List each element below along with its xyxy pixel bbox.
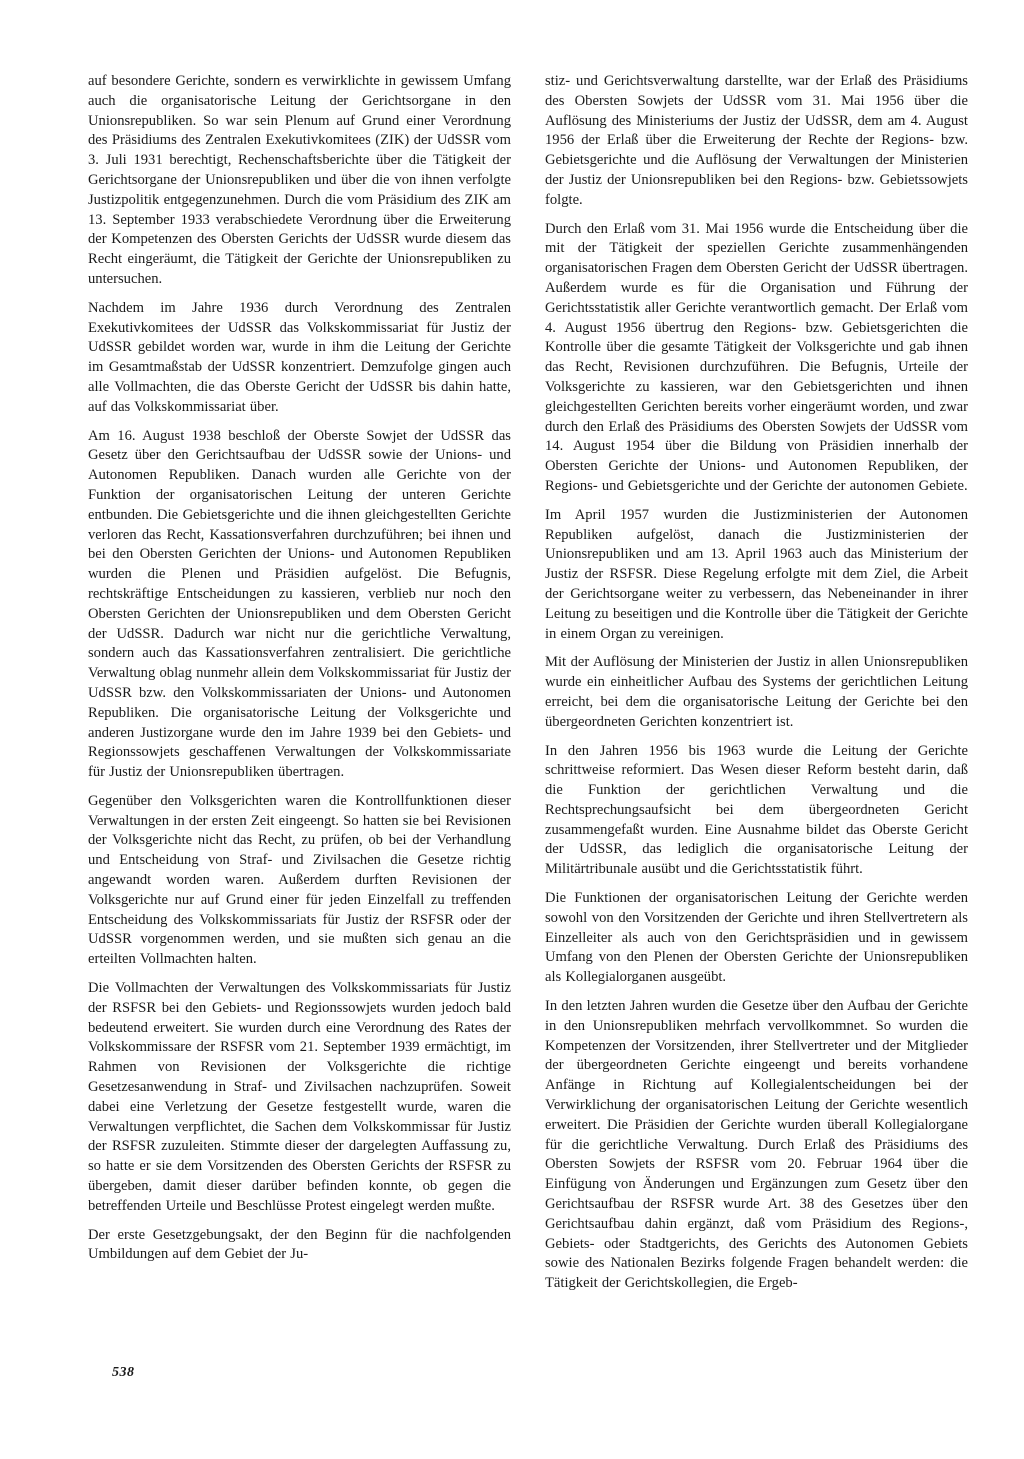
paragraph: Durch den Erlaß vom 31. Mai 1956 wurde die Entscheidung über die mit der Tätigkeit der speziellen Gerichte zusammenhängenden organisatorischen Fragen dem Obersten Gericht der UdSSR übertragen. Außerdem wurde es für die Organisation und Führung der Gerichtsstatistik aller Gerichte verantwortlich gemacht. Der Erlaß vom 4. August 1956 übertrug den Regions- bzw. Gebietsgerichten die Kontrolle über die gesamte Tätigkeit der Volksgerichte und gab ihnen das Recht, Revisionen durchzuführen. Die Befugnis, Urteile der Volksgerichte zu kassieren, war den Gebietsgerichten und ihnen gleichgestellten Gerichten bereits vorher eingeräumt worden, und zwar durch den Erlaß des Präsidiums des Obersten Sowjets der UdSSR vom 14. August 1954 über die Bildung von Präsidien innerhalb der Obersten Gerichte der Unions- und Autonomen Republiken, der Regions- und Gebietsgerichte und der Gerichte der autonomen Gebiete. [545,220,968,494]
paragraph: Die Funktionen der organisatorischen Leitung der Gerichte werden sowohl von den Vorsitzenden der Gerichte und ihren Stellvertretern als Einzelleiter als auch von den Gerichtspräsidien und in gewissem Umfang von den Plenen der Obersten Gerichte der Unionsrepubliken als Kollegialorganen ausgeübt. [545,890,968,986]
paragraph: auf besondere Gerichte, sondern es verwirklichte in gewissem Umfang auch die organisatorische Leitung der Gerichtsorgane in den Unionsrepubliken. So war sein Plenum auf Grund einer Verordnung des Präsidiums des Zentralen Exekutivkomitees (ZIK) der UdSSR vom 3. Juli 1931 berechtigt, Rechenschaftsberichte über die Tätigkeit der Gerichtsorgane der Unionsrepubliken und über die von ihnen verfolgte Justizpolitik entgegenzunehmen. Durch die vom Präsidium des ZIK am 13. September 1933 verabschiedete Verordnung über die Erweiterung der Kompetenzen des Obersten Gerichts der UdSSR wurde diesem das Recht eingeräumt, die Tätigkeit der Gerichte der Unionsrepubliken zu untersuchen. [88,73,511,287]
paragraph: Gegenüber den Volksgerichten waren die Kontrollfunktionen dieser Verwaltungen in der ersten Zeit eingeengt. So hatten sie bei Revisionen der Volksgerichte nicht das Recht, zu prüfen, ob bei der Verhandlung und Entscheidung von Straf- und Zivilsachen die Gesetze richtig angewandt worden waren. Außerdem durften Revisionen der Volksgerichte nur auf Grund einer für jeden Einzelfall zu treffenden Entscheidung des Volkskommissariats für Justiz der RSFSR oder der UdSSR vorgenommen werden, und sie mußten sich genau an die erteilten Vollmachten halten. [88,792,511,968]
paragraph: Die Vollmachten der Verwaltungen des Volkskommissariats für Justiz der RSFSR bei den Gebiets- und Regionssowjets wurden jedoch bald bedeutend erweitert. Sie wurden durch eine Verordnung des Rates der Volkskommissare der RSFSR vom 21. September 1939 ermächtigt, im Rahmen von Revisionen der Volksgerichte die richtige Gesetzesanwendung in Straf- und Zivilsachen nachzuprüfen. Soweit dabei eine Verletzung der Gesetze festgestellt wurde, waren die Verwaltungen verpflichtet, die Sachen dem Volkskommissar für Justiz der RSFSR zuzuleiten. Stimmte dieser der dargelegten Auffassung zu, so hatte er sie dem Vorsitzenden des Obersten Gerichts der RSFSR zu übergeben, damit dieser darüber befinden konnte, ob gegen die betreffenden Urteile und Beschlüsse Protest eingelegt werden mußte. [88,980,511,1214]
paragraph: stiz- und Gerichtsverwaltung darstellte, war der Erlaß des Präsidiums des Obersten Sowjets der UdSSR vom 31. Mai 1956 über die Auflösung des Ministeriums der Justiz der UdSSR, dem am 4. August 1956 der Erlaß über die Erweiterung der Rechte der Regions- bzw. Gebietsgerichte und die Auflösung der Verwaltungen der Ministerien der Justiz der Unionsrepubliken bei den Regions- bzw. Gebietssowjets folgte. [545,73,968,208]
paragraph: In den Jahren 1956 bis 1963 wurde die Leitung der Gerichte schrittweise reformiert. Das Wesen dieser Reform besteht darin, daß die Funktion der gerichtlichen Verwaltung und die Rechtsprechungsaufsicht bei dem übergeordneten Gericht zusammengefaßt wurden. Eine Ausnahme bildet das Oberste Gericht der UdSSR, das lediglich die organisatorische Leitung der Militärtribunale ausübt und die Gerichtsstatistik führt. [545,742,968,878]
paragraph: Der erste Gesetzgebungsakt, der den Beginn für die nachfolgenden Umbildungen auf dem Gebiet der Ju- [88,1226,511,1263]
right-column [545,72,968,1303]
document-page [88,72,968,1392]
page-number: 538 [112,1365,135,1380]
left-column [88,72,511,1274]
paragraph: In den letzten Jahren wurden die Gesetze über den Aufbau der Gerichte in den Unionsrepubliken mehrfach vervollkommnet. So wurden die Kompetenzen der Vorsitzenden, ihrer Stellvertreter und der Mitglieder der übergeordneten Gerichte eingeengt und bereits vorhandene Anfänge in Richtung auf Kollegialentscheidungen bei der Verwirklichung der organisatorischen Leitung der Gerichte wesentlich erweitert. Die Präsidien der Gerichte wurden überall Kollegialorgane für die gerichtliche Verwaltung. Durch Erlaß des Präsidiums des Obersten Sowjets der RSFSR vom 20. Februar 1964 über die Einfügung von Änderungen und Ergänzungen zum Gesetz über den Gerichtsaufbau der RSFSR wurde Art. 38 des Gesetzes über den Gerichtsaufbau dahin ergänzt, daß vom Präsidium des Regions-, Gebiets- oder Stadtgerichts, des Gerichts des Autonomen Gebiets sowie des Nationalen Bezirks folgende Fragen behandelt werden: die Tätigkeit der Gerichtskollegien, die Ergeb- [545,998,968,1292]
paragraph: Mit der Auflösung der Ministerien der Justiz in allen Unionsrepubliken wurde ein einheitlicher Aufbau des Systems der gerichtlichen Leitung erreicht, bei dem die organisatorische Leitung der Gerichte bei den übergeordneten Gerichten konzentriert ist. [545,654,968,730]
paragraph: Im April 1957 wurden die Justizministerien der Autonomen Republiken aufgelöst, danach die Justizministerien der Unionsrepubliken und am 13. April 1963 auch das Ministerium der Justiz der RSFSR. Diese Regelung erfolgte mit dem Ziel, die Arbeit der Gerichtsorgane weiter zu verbessern, das Nebeneinander in ihrer Leitung zu beseitigen und die Kontrolle über die Tätigkeit der Gerichte in einem Organ zu vereinigen. [545,506,968,642]
paragraph: Am 16. August 1938 beschloß der Oberste Sowjet der UdSSR das Gesetz über den Gerichtsaufbau der UdSSR sowie der Unions- und Autonomen Republiken. Danach wurden alle Gerichte von der Funktion der organisatorischen Leitung der unteren Gerichte entbunden. Die Gebietsgerichte und die ihnen gleichgestellten Gerichte verloren das Recht, Kassationsverfahren durchzuführen; bei ihnen und bei den Obersten Gerichten der Unions- und Autonomen Republiken wurden die Plenen und Präsidien aufgelöst. Die Befugnis, rechtskräftige Entscheidungen zu kassieren, verblieb nur noch den Obersten Gerichten der Unionsrepubliken und dem Obersten Gericht der UdSSR. Dadurch war nicht nur die gerichtliche Verwaltung, sondern auch das Kassationsverfahren zentralisiert. Die gerichtliche Verwaltung oblag nunmehr allein dem Volkskommissariat für Justiz der UdSSR bzw. den Volkskommissariaten der Unions- und Autonomen Republiken. Die organisatorische Leitung der Volksgerichte und anderen Justizorgane wurde den im Jahre 1939 bei den Gebiets- und Regionssowjets geschaffenen Verwaltungen der Volkskommissariate für Justiz der Unionsrepubliken übertragen. [88,427,511,781]
paragraph: Nachdem im Jahre 1936 durch Verordnung des Zentralen Exekutivkomitees der UdSSR das Volkskommissariat für Justiz der UdSSR gebildet worden war, wurde in ihm die Leitung der Gerichte im Gesamtmaßstab der UdSSR konzentriert. Demzufolge gingen auch alle Vollmachten, die das Oberste Gericht der UdSSR bis dahin hatte, auf das Volkskommissariat über. [88,299,511,415]
